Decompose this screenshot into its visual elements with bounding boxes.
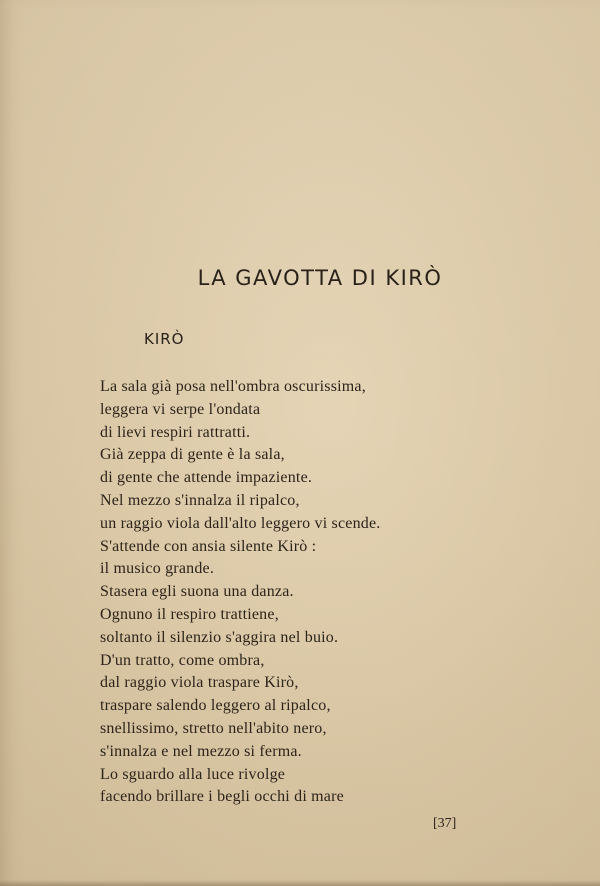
page-number: [37] [433,816,457,831]
poem-line: La sala già posa nell'ombra oscurissima, [100,378,366,395]
poem-line: il musico grande. [100,560,215,578]
poem-line: di gente che attende impaziente. [100,469,313,487]
poem-line: dal raggio viola traspare Kirò, [100,674,299,692]
poem-line: leggera vi serpe l'ondata [100,400,261,418]
poem-line: Lo sguardo alla luce rivolge [100,765,286,783]
poem-line: D'un tratto, come ombra, [100,651,265,669]
poem-line: snellissimo, stretto nell'abito nero, [100,719,327,737]
poem-line: traspare salendo leggero al ripalco, [100,697,331,715]
poem-line: Ognuno il respiro trattiene, [100,605,279,623]
poem-line: di lievi respiri rattratti. [100,423,251,441]
poem-line: Stasera egli suona una danza. [100,583,294,601]
poem-line: soltanto il silenzio s'aggira nel buio. [100,628,339,646]
poem-line: facendo brillare i begli occhi di mare [100,788,344,806]
poem-text [100,376,580,809]
poem-line: un raggio viola dall'alto leggero vi scende. [100,514,381,532]
poem-line: s'innalza e nel mezzo si ferma. [100,742,302,760]
poem-line: Nel mezzo s'innalza il ripalco, [100,491,300,509]
poem-title: LA GAVOTTA DI KIRÒ [197,266,443,290]
poem-line: Già zeppa di gente è la sala, [100,446,285,464]
page-edge-shadow [0,880,600,886]
poem-line: S'attende con ansia silente Kirò : [100,537,317,555]
speaker-heading: KIRÒ [144,330,185,348]
